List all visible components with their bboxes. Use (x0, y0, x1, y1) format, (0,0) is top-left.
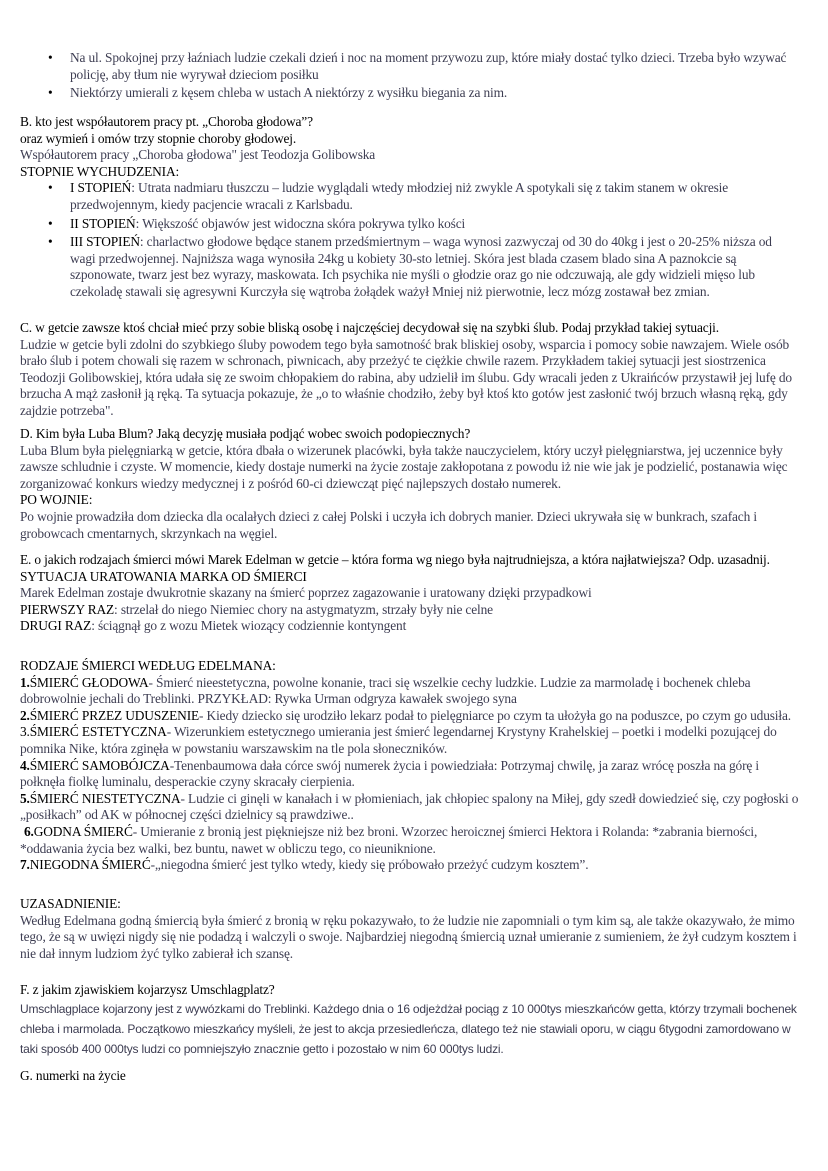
answer: Ludzie w getcie byli zdolni do szybkiego śluby powodem tego była samotność brak bliskiej osoby, wsparcia i pomocy sobie nawzajem. Wiele osób brało ślub i potem chowali się razem w schronach, piwnicach, aby przeżyć te ciężkie chwile razem. Przykładem takiej sytuacji jest siostrzenica Teodozji Golibowskiej, która udała się ze swoim chłopakiem do rabina, aby udzielił im ślubu. Gdy wracali jeden z Ukraińców przystawił jej lufę do brzucha A mąż zasłonił ją ręką. Ta sytuacja pokazuje, że „o to właśnie chodziło, żeby był ktoś kto gotów jest zasłonić twój brzuch własną ręką, gdy zajdzie potrzeba". (20, 336, 792, 418)
heading: STOPNIE WYCHUDZENIA: (20, 163, 180, 179)
text: - Śmierć nieestetyczna, powolne konanie, traci się wszelkie cechy ludzkie. Ludzie za marmoladę i bochenek chleba dobrowolnie jechali do Treblinki. PRZYKŁAD: Rywka Urman odgryza kawałek swojego syna (20, 674, 751, 707)
answer: Marek Edelman zostaje dwukrotnie skazany na śmierć poprzez zagazowanie i uratowany dzięki przypadkowi (20, 585, 592, 601)
heading: G. numerki na życie (20, 1068, 126, 1083)
label: GODNA ŚMIERĆ (33, 823, 133, 839)
section-e (20, 552, 800, 635)
list-item (70, 180, 800, 213)
section-b (20, 114, 800, 303)
text: - Umieranie z bronią jest piękniejsze niż bez broni. Wzorzec heroicznej śmierci Hektora i Rolanda: *zabrania bierności, (132, 823, 758, 839)
question: C. w getcie zawsze ktoś chciał mieć przy sobie bliską osobę i najczęściej decydował się na szybki ślub. Podaj przykład takiej sytuacji. (20, 320, 719, 335)
death-type (20, 724, 800, 757)
question: E. o jakich rodzajach śmierci mówi Marek Edelman w getcie – która forma wg niego była najtrudniejsza, a która najłatwiejsza? Odp. uzasadnij. (20, 552, 770, 567)
text: -„niegodna śmierć jest tylko wtedy, kiedy się próbowało przeżyć cudzym kosztem”. (150, 857, 589, 873)
death-type (20, 824, 800, 841)
list-item (70, 216, 800, 233)
stage-text: : charlactwo głodowe będące stanem przedśmiertnym – waga wynosi zazwyczaj od 30 do 40kg i jest o 20-25% niższa od wagi przedwojennej. Najniższa waga wynosiła 24kg u kobiety 30-sto letniej. Skóra jest blada czasem blado sina A paznokcie są szponowate, twarz jest bez wyrazy, maskowata. Ich psychika nie myśli o głodzie oraz go nie odczuwają, ale gdy widzieli mięso lub czekoladę stawali się agresywni Kurczyła się wątroba żołądek ważył Mniej niż pierwotnie, lecz mózg zostawał bez zmian. (70, 234, 772, 299)
heading: RODZAJE ŚMIERCI WEDŁUG EDELMANA: (20, 658, 276, 673)
text: - Wizerunkiem estetycznego umierania jest śmierć legendarnej Krystyny Krahelskiej – poetki i modelki pozującej do pomnika Nike, która zginęła w powstaniu warszawskim na tle pola słoneczników. (20, 724, 777, 756)
text: - Ludzie ci ginęli w kanałach i w płomieniach, jak chłopiec spalony na Miłej, gdy szedł dowiedzieć się, czy pogłoski o „posiłkach” od AK w północnej części dzielnicy są prawdziwe.. (20, 790, 799, 823)
heading: SYTUACJA URATOWANIA MARKA OD ŚMIERCI (20, 568, 307, 584)
label: ŚMIERĆ NIESTETYCZNA (29, 790, 181, 806)
death-type (20, 857, 800, 874)
num: 7. (20, 857, 30, 873)
text: : strzelał do niego Niemiec chory na astygmatyzm, strzały były nie celne (114, 601, 493, 617)
death-type (20, 841, 800, 858)
text: - Kiedy dziecko się urodziło lekarz podał to pielęgniarce po czym ta ułożyła go na poduszce, po czym go udusiła. (199, 707, 791, 723)
list-item: • Na ul. Spokojnej przy łaźniach ludzie czekali dzień i noc na moment przywozu zup, które miały dostać tylko dzieci. Trzeba było wzywać policję, aby tłum nie wyrywał dzieciom posiłku (70, 50, 800, 83)
justification (20, 896, 800, 962)
label: PIERWSZY RAZ (20, 601, 115, 617)
answer (20, 618, 800, 635)
stage-text: : Utrata nadmiaru tłuszczu – ludzie wyglądali wtedy młodziej niż zwykle A spotykali się z takim stanem w okresie przedwojennym, kiedy pacjencie wracali z Karlsbadu. (70, 180, 729, 212)
death-type (20, 708, 800, 725)
num: 6. (24, 823, 34, 839)
stage-label: III STOPIEŃ (70, 234, 140, 250)
text: *oddawania życia bez walki, bez buntu, nawet w obliczu tego, co nieuniknione. (20, 840, 436, 856)
label: ŚMIERĆ GŁODOWA (29, 674, 149, 690)
num: 4. (20, 757, 30, 773)
answer: Luba Blum była pielęgniarką w getcie, która dbała o wizerunek placówki, była także nauczycielem, który uczył pielęgniarstwa, jej uczennice były zawsze schludnie i czyste. W momencie, kiedy dostaje numerki na życie zostaje zakłopotana z powodu iż nie wie jak je podzielić, postanawia więc zorganizować konkurs wiedzy medycznej i z pośród 60-ci dziewcząt pięć najlepszych dostało numerek. (20, 442, 788, 491)
question: F. z jakim zjawiskiem kojarzysz Umschlagplatz? (20, 982, 275, 997)
answer: Po wojnie prowadziła dom dziecka dla ocalałych dzieci z całej Polski i uczyła ich dobrych manier. Dzieci ukrywała się w bunkrach, szafach i grobowcach cmentarnych, skrzynkach na węgiel. (20, 508, 757, 541)
question: oraz wymień i omów trzy stopnie choroby głodowej. (20, 130, 297, 146)
label: NIEGODNA ŚMIERĆ (29, 857, 151, 873)
num: 2. (20, 707, 30, 723)
heading: PO WOJNIE: (20, 492, 93, 508)
list-item (70, 234, 800, 300)
label: ŚMIERĆ PRZEZ UDUSZENIE (29, 707, 200, 723)
section-d (20, 426, 800, 542)
stage-label: II STOPIEŃ (70, 215, 136, 231)
answer: Umschlagplace kojarzony jest z wywózkami do Treblinki. Każdego dnia o 16 odjeżdżał pociąg z 10 000tys mieszkańców getta, którzy trzymali bochenek chleba i marmolada. Początkowo mieszkańcy myśleli, że jest to akcja przesiedleńcza, dlatego też nie stawiali oporu, w ciągu 6tygodni zamordowano w taki sposób 400 000tys ludzi co pomniejszyło znacznie getto i pozostało w nim 60 000tys ludzi. (20, 1001, 797, 1056)
death-type (20, 758, 800, 791)
num: 3. (20, 724, 30, 740)
label: ŚMIERĆ SAMOBÓJCZA (29, 757, 170, 773)
stage-label: I STOPIEŃ (70, 180, 132, 196)
text: -Tenenbaumowa dała córce swój numerek życia i powiedziała: Potrzymaj chwilę, ja zaraz wrócę poszła na górę i połknęła fiolkę luminalu, desperackie czyny skracały cierpienia. (20, 757, 759, 790)
bullet-list (20, 50, 800, 102)
answer: Według Edelmana godną śmiercią była śmierć z bronią w ręku pokazywało, to że ludzie nie zapomniali o tym kim są, ale także okazywało, że mimo tego, że są w uwięzi nigdy się nie podadzą i walczyli o swoje. Najbardziej niegodną śmiercią uznał umieranie z sumieniem, że żył cudzym kosztem i nie dał innym ludziom żyć tylko zabierał ich szansę. (20, 912, 797, 961)
stages-list (20, 180, 800, 300)
question: B. kto jest współautorem pracy pt. „Choroba głodowa”? (20, 114, 313, 129)
answer (20, 602, 800, 619)
label: ŚMIERĆ ESTETYCZNA (29, 724, 167, 740)
section-a (20, 50, 800, 104)
list-item: • Niektórzy umierali z kęsem chleba w ustach A niektórzy z wysiłku biegania za nim. (70, 85, 800, 102)
stage-text: : Większość objawów jest widoczna skóra pokrywa tylko kości (135, 215, 466, 231)
text: : ściągnął go z wozu Mietek wiozący codziennie kontyngent (91, 618, 407, 634)
heading: UZASADNIENIE: (20, 896, 121, 911)
death-type (20, 791, 800, 824)
question: D. Kim była Luba Blum? Jaką decyzję musiała podjąć wobec swoich podopiecznych? (20, 426, 471, 441)
death-types (20, 658, 800, 874)
death-type (20, 675, 800, 708)
section-f (20, 982, 800, 1059)
answer: Współautorem pracy „Choroba głodowa" jest Teodozja Golibowska (20, 147, 376, 163)
section-g (20, 1068, 800, 1085)
label: DRUGI RAZ (20, 618, 92, 634)
num: 1. (20, 674, 30, 690)
num: 5. (20, 790, 30, 806)
section-c (20, 320, 800, 420)
